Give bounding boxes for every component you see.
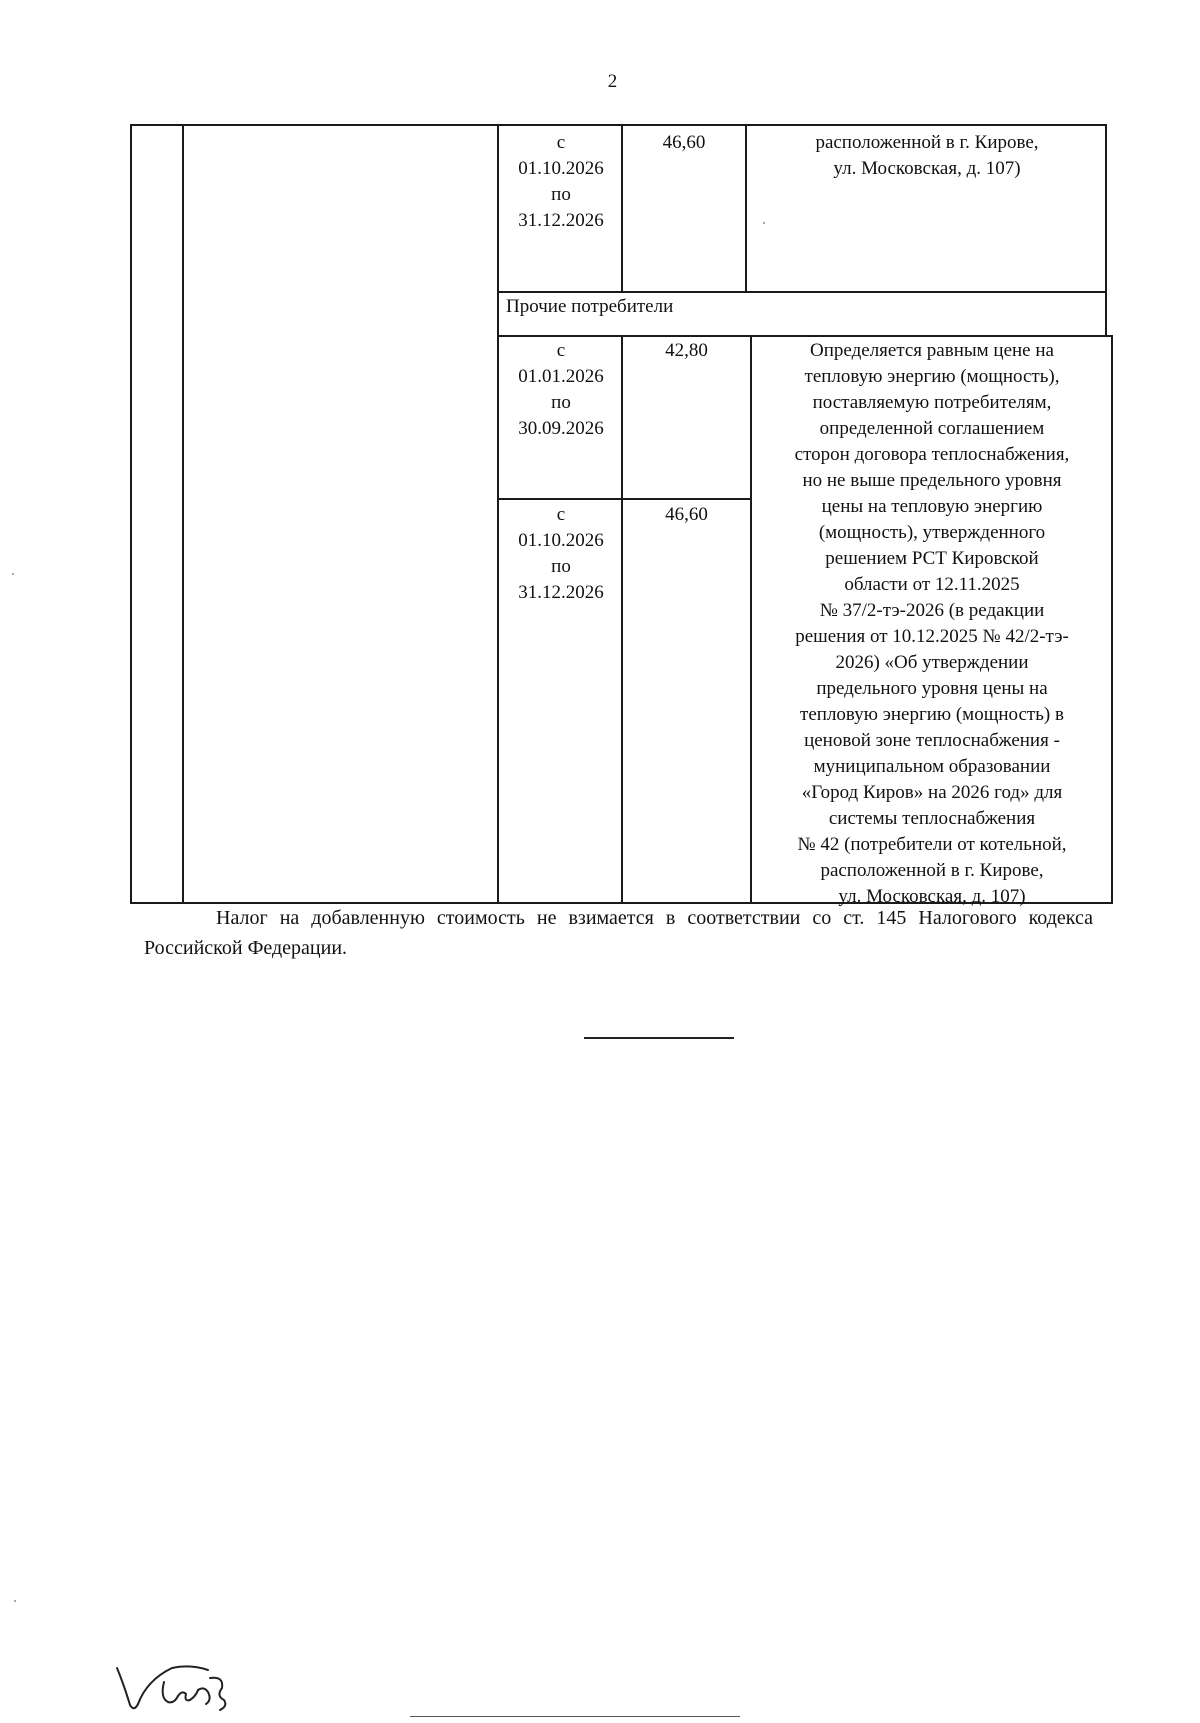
period-end-date: 30.09.2026 [518, 418, 604, 439]
period-from-word: с [556, 340, 566, 361]
table-col-divider-1 [182, 124, 184, 903]
description-line: решением РСТ Кировской [825, 548, 1039, 569]
row-top-tariff: 46,60 [662, 132, 706, 153]
table-top-border [130, 124, 1107, 126]
table-col-divider-2 [497, 124, 499, 903]
row-b-period [500, 502, 622, 606]
description-line: ценовой зоне теплоснабжения - [804, 730, 1060, 751]
period-end-date: 31.12.2026 [518, 210, 604, 231]
scan-speck [763, 222, 765, 224]
group-row-bottom [497, 335, 1113, 337]
table-border-right [1105, 124, 1107, 335]
group-row-top [497, 291, 1107, 293]
table-col-divider-4 [745, 124, 747, 291]
row-a-tariff: 42,80 [665, 340, 708, 361]
description-line: № 42 (потребители от котельной, [797, 834, 1067, 855]
description-line: предельного уровня цены на [816, 678, 1048, 699]
period-to-word: по [551, 392, 571, 413]
table-col-divider-4b [750, 335, 752, 903]
end-of-document-rule [584, 1037, 734, 1039]
row-b-tariff: 46,60 [665, 504, 708, 525]
shared-description [754, 338, 1110, 910]
description-line: системы теплоснабжения [828, 808, 1036, 829]
description-line: ул. Московская, д. 107) [833, 158, 1021, 179]
scan-speck [14, 1600, 16, 1602]
period-start-date: 01.10.2026 [518, 530, 604, 551]
vat-note: Налог на добавленную стоимость не взимается в соответствии со ст. 145 Налогового кодекса Российской Федерации. [144, 907, 1093, 959]
period-start-date: 01.01.2026 [518, 366, 604, 387]
period-from-word: с [556, 132, 566, 153]
period-end-date: 31.12.2026 [518, 582, 604, 603]
description-line: тепловую энергию (мощность), [804, 366, 1060, 387]
description-line: (мощность), утвержденного [818, 522, 1046, 543]
description-line: сторон договора теплоснабжения, [794, 444, 1070, 465]
row-top-period [500, 130, 622, 234]
description-line: ул. Московская, д. 107) [838, 886, 1026, 907]
description-line: но не выше предельного уровня [802, 470, 1062, 491]
description-line: муниципальном образовании [813, 756, 1051, 777]
description-line: «Город Киров» на 2026 год» для [801, 782, 1063, 803]
period-from-word: с [556, 504, 566, 525]
description-line: № 37/2-тэ-2026 (в редакции [819, 600, 1045, 621]
description-line: расположенной в г. Кирове, [820, 860, 1044, 881]
description-line: Определяется равным цене на [810, 340, 1054, 361]
description-line: цены на тепловую энергию [821, 496, 1043, 517]
consumer-group-label: Прочие потребители [506, 296, 674, 317]
description-line: расположенной в г. Кирове, [815, 132, 1039, 153]
tariff-table [130, 124, 1106, 907]
scan-speck [12, 573, 14, 575]
period-start-date: 01.10.2026 [518, 158, 604, 179]
row-a-period [500, 338, 622, 442]
description-line: области от 12.11.2025 [844, 574, 1020, 595]
description-line: 2026) «Об утверждении [835, 652, 1029, 673]
row-top-description [750, 130, 1104, 182]
description-line: поставляемую потребителям, [812, 392, 1052, 413]
signature-icon [112, 1660, 242, 1715]
period-to-word: по [551, 184, 571, 205]
description-line: решения от 10.12.2025 № 42/2-тэ- [795, 626, 1069, 647]
row-a-bottom [497, 498, 751, 500]
period-to-word: по [551, 556, 571, 577]
table-border-right-lower [1111, 335, 1113, 903]
table-border-left [130, 124, 132, 903]
page-number: 2 [607, 71, 618, 92]
description-line: тепловую энергию (мощность) в [800, 704, 1064, 725]
scan-bottom-line [410, 1716, 740, 1717]
description-line: определенной соглашением [819, 418, 1045, 439]
